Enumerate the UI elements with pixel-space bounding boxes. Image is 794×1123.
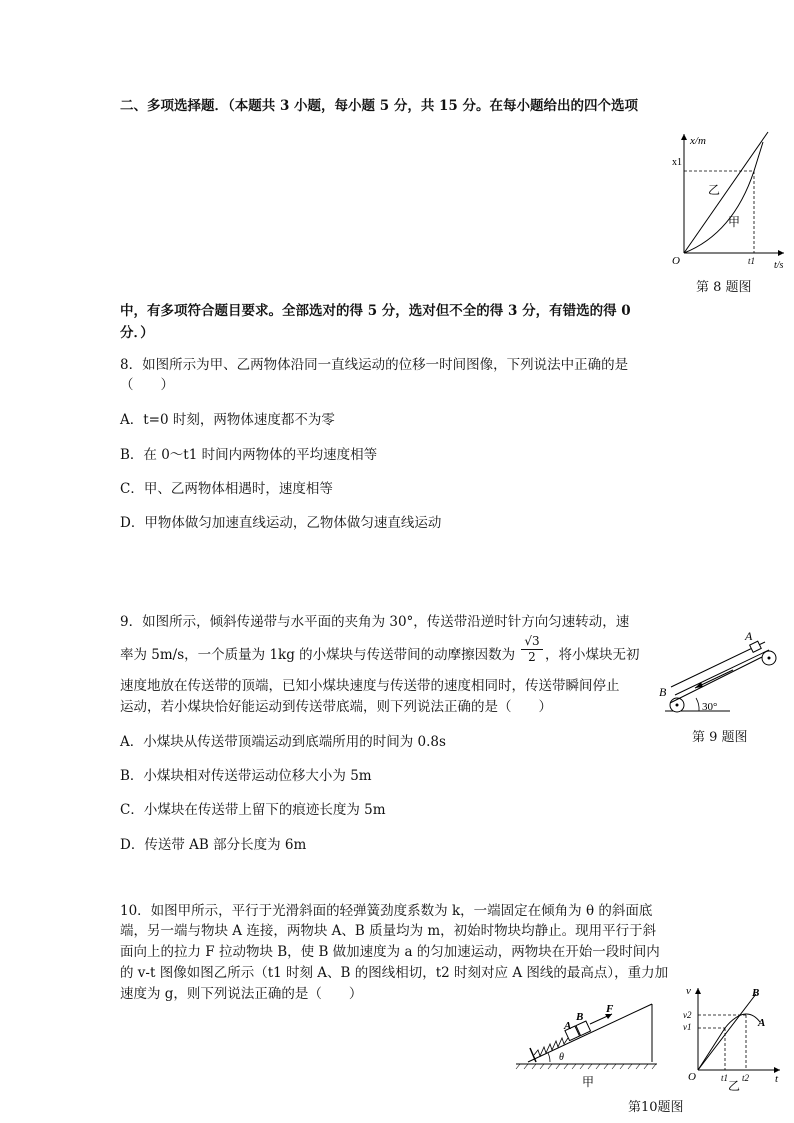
q10-stem-line2: 端，另一端与物块 A 连接，两物块 A、B 质量均为 m，初始时物块均静止。现用平行于斜 bbox=[120, 923, 657, 939]
q8-figure-caption: 第 8 题图 bbox=[696, 280, 752, 295]
q10-origin-label: O bbox=[688, 1071, 696, 1083]
q10-graph-label-a: A bbox=[758, 1017, 766, 1029]
q10-figure-caption: 第10题图 bbox=[628, 1100, 684, 1115]
q9-stem-line2b: ，将小煤块无初 bbox=[545, 647, 640, 663]
q10-v2-label: v2 bbox=[683, 1010, 692, 1020]
q10-stem-line1: 10．如图甲所示，平行于光滑斜面的轻弹簧劲度系数为 k，一端固定在倾角为 θ 的斜面底 bbox=[120, 903, 653, 919]
q9-option-b: B．小煤块相对传送带运动位移大小为 5m bbox=[120, 768, 372, 784]
q9-stem-line4: 运动，若小煤块恰好能运动到传送带底端，则下列说法正确的是（ ） bbox=[120, 699, 552, 715]
q10-label-b: B bbox=[576, 1011, 584, 1023]
q10-ground-hatch bbox=[516, 1064, 656, 1069]
q8-xt-graph bbox=[662, 128, 792, 293]
q10-t-axis-label: t bbox=[775, 1073, 779, 1085]
section-heading-line2: 中，有多项符合题目要求。全部选对的得 5 分，选对但不全的得 3 分，有错选的得 0 bbox=[120, 303, 631, 319]
q8-label-yi: 乙 bbox=[708, 183, 721, 197]
q10-label-yi: 乙 bbox=[728, 1079, 741, 1092]
q8-option-d: D．甲物体做匀加速直线运动，乙物体做匀速直线运动 bbox=[120, 515, 442, 531]
q9-fraction-denominator: 2 bbox=[528, 650, 536, 664]
q10-curve-a bbox=[698, 1014, 760, 1070]
section-heading-line3: 分．） bbox=[120, 325, 154, 341]
q9-option-a: A．小煤块从传送带顶端运动到底端所用的时间为 0.8s bbox=[120, 734, 446, 750]
q9-option-d: D．传送带 AB 部分长度为 6m bbox=[120, 837, 307, 853]
q9-stem-line3: 速度地放在传送带的顶端，已知小煤块速度与传送带的速度相同时，传送带瞬间停止 bbox=[120, 678, 620, 694]
q9-angle-arc bbox=[696, 698, 699, 711]
q10-label-f: F bbox=[606, 1003, 614, 1015]
q10-v-axis-label: v bbox=[686, 985, 691, 997]
q8-line-yi bbox=[684, 132, 768, 253]
q9-pulley-top-axle bbox=[768, 657, 771, 660]
q10-t1-label: t1 bbox=[721, 1073, 729, 1083]
q8-label-jia: 甲 bbox=[728, 215, 741, 229]
q8-x-tick-label: t1 bbox=[748, 256, 756, 266]
q10-vt-graph bbox=[680, 982, 786, 1092]
q9-pulley-bottom-axle bbox=[676, 704, 679, 707]
q9-fraction bbox=[521, 634, 543, 664]
q9-conveyor-figure bbox=[655, 628, 785, 720]
q10-incline-figure bbox=[512, 1000, 662, 1090]
q8-x-axis-arrow bbox=[681, 134, 687, 140]
q8-option-a: A．t=0 时刻，两物体速度都不为零 bbox=[120, 412, 335, 428]
q8-y-tick-label: x1 bbox=[672, 157, 682, 168]
q10-graph-label-b: B bbox=[752, 987, 760, 999]
q10-stem-line3: 面向上的拉力 F 拉动物块 B，使 B 做加速度为 a 的匀加速运动，两物块在开始一段时间内 bbox=[120, 944, 660, 960]
q9-fraction-numerator: √3 bbox=[521, 634, 543, 650]
section-heading-line1: 二、多项选择题．（本题共 3 小题，每小题 5 分，共 15 分。在每小题给出的四个选项 bbox=[120, 98, 639, 114]
q8-origin-label: O bbox=[672, 255, 680, 267]
q10-t2-label: t2 bbox=[742, 1073, 750, 1083]
q8-t-axis-arrow bbox=[778, 250, 784, 256]
q9-stem-line2a: 率为 5m/s，一个质量为 1kg 的小煤块与传送带间的动摩擦因数为 bbox=[120, 647, 516, 663]
q9-angle-label: 30° bbox=[702, 701, 718, 713]
q10-stem-line4: 的 v-t 图像如图乙所示（t1 时刻 A、B 的图线相切，t2 时刻对应 A 图线的最高点），重力加 bbox=[120, 965, 669, 981]
q10-stem-line5: 速度为 g，则下列说法正确的是（ ） bbox=[120, 986, 363, 1002]
q9-figure-caption: 第 9 题图 bbox=[692, 730, 748, 745]
q8-stem-line2: （ ） bbox=[120, 377, 174, 393]
q10-v1-label: v1 bbox=[683, 1022, 692, 1032]
q10-incline-surface bbox=[528, 1004, 652, 1062]
q9-belt-bottom bbox=[675, 650, 769, 695]
q8-option-c: C．甲、乙两物体相遇时，速度相等 bbox=[120, 481, 333, 497]
q9-option-c: C．小煤块在传送带上留下的痕迹长度为 5m bbox=[120, 802, 386, 818]
q8-option-b: B．在 0～t1 时间内两物体的平均速度相等 bbox=[120, 447, 378, 463]
q10-theta-arc bbox=[548, 1053, 550, 1062]
q9-label-b: B bbox=[659, 685, 667, 699]
q10-v-axis-arrow bbox=[695, 988, 701, 994]
q9-belt-return bbox=[670, 657, 762, 703]
q8-stem-line1: 8．如图所示为甲、乙两物体沿同一直线运动的位移一时间图像，下列说法中正确的是 bbox=[120, 357, 629, 373]
q9-stem-line1: 9．如图所示，倾斜传递带与水平面的夹角为 30°，传送带沿逆时针方向匀速转动，速 bbox=[120, 614, 630, 630]
q10-label-a: A bbox=[564, 1020, 572, 1032]
q10-line-b bbox=[698, 994, 756, 1070]
q9-label-a: A bbox=[745, 629, 753, 643]
q10-label-jia: 甲 bbox=[582, 1075, 595, 1089]
q8-y-axis-label: x/m bbox=[690, 135, 706, 147]
q8-x-axis-label: t/s bbox=[774, 260, 784, 271]
q10-label-theta: θ bbox=[559, 1052, 564, 1063]
